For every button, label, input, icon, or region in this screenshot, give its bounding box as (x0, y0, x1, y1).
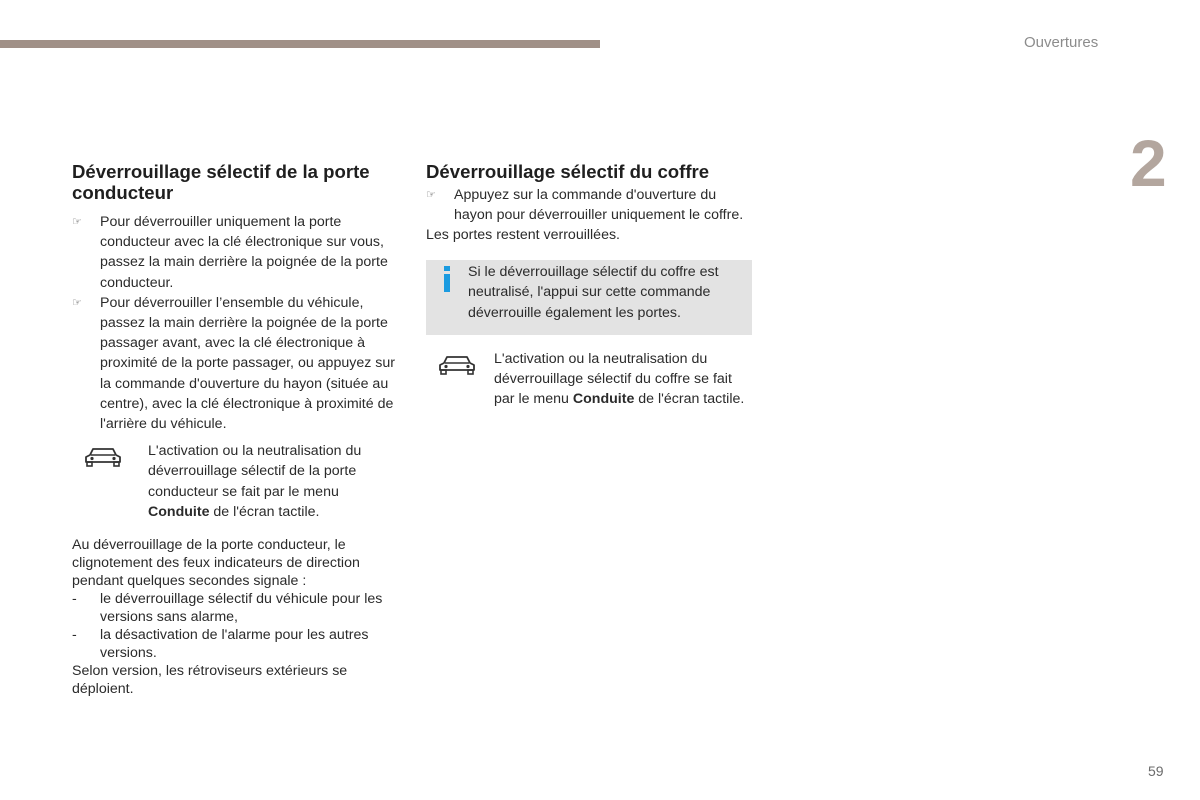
menu-name: Conduite (148, 503, 210, 520)
info-icon (426, 262, 468, 323)
car-icon (434, 353, 480, 379)
dash-item (72, 626, 402, 662)
menu-name: Conduite (572, 391, 635, 408)
bullet-text: Pour déverrouiller l’ensemble du véhicule, passez la main derrière la poignée de la porte passager avant, avec la clé électronique à proximité de la porte passager, ou appuyez sur la commande d'ouverture du hayon (située au centre), avec la clé électronique à proximité de l'arrière du véhicule. (100, 294, 395, 433)
pointing-hand-icon: ☞ (72, 216, 82, 228)
bullet-item (426, 185, 756, 225)
closing-paragraph: Selon version, les rétroviseurs extérieurs se déploient. (72, 663, 348, 698)
top-rule (0, 40, 600, 48)
pointing-hand-icon: ☞ (426, 188, 436, 201)
dash-marker: - (72, 591, 77, 608)
dash-text: le déverrouillage sélectif du véhicule pour les versions sans alarme, (100, 591, 383, 626)
chapter-number: 2 (1130, 126, 1167, 200)
left-heading: Déverrouillage sélectif de la porte conducteur (72, 161, 370, 203)
page-number: 59 (1148, 763, 1164, 779)
dash-marker: - (72, 627, 77, 644)
bullet-item (72, 212, 402, 293)
section-title: Ouvertures (1024, 34, 1099, 51)
info-box (426, 260, 752, 335)
car-icon (80, 445, 126, 471)
right-column (426, 162, 756, 409)
menu-note-text (494, 349, 756, 410)
menu-note (80, 441, 402, 522)
paragraph: Au déverrouillage de la porte conducteur, le clignotement des feux indicateurs de direction pendant quelques secondes signale : (72, 537, 360, 590)
pointing-hand-icon: ☞ (72, 296, 82, 309)
menu-note-text (148, 441, 402, 522)
left-column (72, 162, 402, 698)
bullet-item (72, 293, 402, 434)
menu-note-before: L'activation ou la neutralisation du déverrouillage sélectif du coffre se fait par le menu (494, 350, 732, 408)
bullet-text: Pour déverrouiller uniquement la porte conducteur avec la clé électronique sur vous, passez la main derrière la poignée de la porte conducteur. (100, 214, 388, 291)
menu-note (434, 349, 756, 410)
info-text: Si le déverrouillage sélectif du coffre est neutralisé, l'appui sur cette commande déverrouille également les portes. (468, 264, 719, 321)
menu-note-after: de l'écran tactile. (209, 503, 320, 520)
paragraph: Les portes restent verrouillées. (426, 226, 620, 243)
bullet-text: Appuyez sur la commande d'ouverture du hayon pour déverrouiller uniquement le coffre. (454, 186, 744, 223)
menu-note-after: de l'écran tactile. (634, 391, 745, 408)
menu-note-before: L'activation ou la neutralisation du déverrouillage sélectif de la porte conducteur se fait par le menu (148, 443, 362, 500)
right-heading: Déverrouillage sélectif du coffre (426, 161, 710, 182)
signal-paragraph (72, 536, 402, 698)
dash-text: la désactivation de l'alarme pour les autres versions. (100, 627, 369, 662)
dash-item (72, 590, 402, 626)
